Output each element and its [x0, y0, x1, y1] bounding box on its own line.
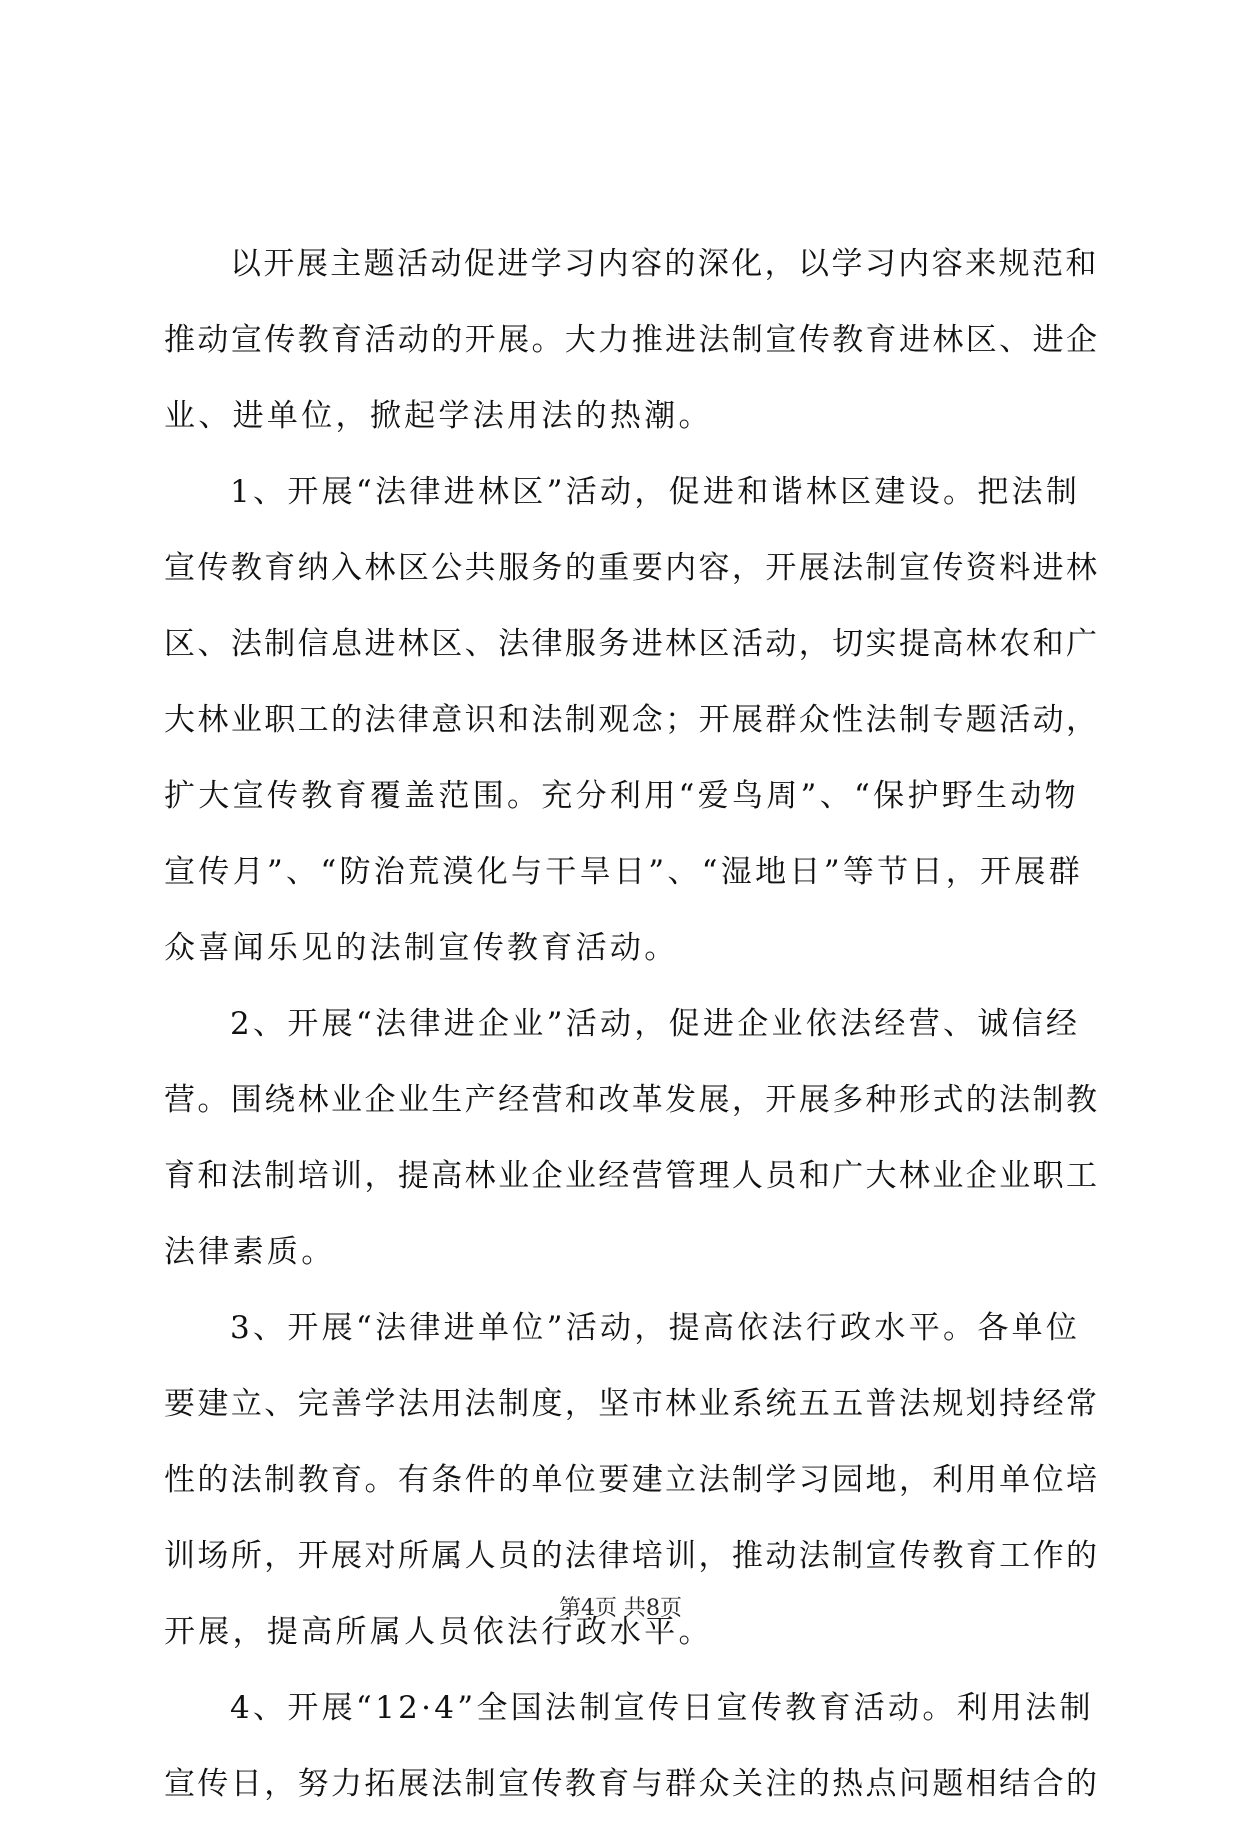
- paragraph-line: 宣传月”、“防治荒漠化与干旱日”、“湿地日”等节日，开展群: [164, 854, 1083, 890]
- paragraph-line: 训场所，开展对所属人员的法律培训，推动法制宣传教育工作的: [164, 1538, 1100, 1574]
- paragraph-line: 业、进单位，掀起学法用法的热潮。: [164, 398, 713, 434]
- paragraph-line: 大林业职工的法律意识和法制观念；开展群众性法制专题活动，: [164, 702, 1100, 738]
- paragraph-line: 以开展主题活动促进学习内容的深化，以学习内容来规范和: [230, 246, 1099, 282]
- paragraph-line: 要建立、完善学法用法制度，坚市林业系统五五普法规划持经常: [164, 1386, 1100, 1422]
- page-footer: 第4页 共8页: [559, 1596, 682, 1621]
- paragraph-line: 宣传教育纳入林区公共服务的重要内容，开展法制宣传资料进林: [164, 550, 1100, 586]
- paragraph-line: 法律素质。: [164, 1234, 336, 1270]
- paragraph-line: 扩大宣传教育覆盖范围。充分利用“爱鸟周”、“保护野生动物: [164, 778, 1079, 814]
- paragraph-line: 1、开展“法律进林区”活动，促进和谐林区建设。把法制: [230, 474, 1081, 510]
- paragraph-line: 性的法制教育。有条件的单位要建立法制学习园地，利用单位培: [164, 1462, 1100, 1498]
- paragraph-line: 推动宣传教育活动的开展。大力推进法制宣传教育进林区、进企: [164, 322, 1100, 358]
- paragraph-line: 众喜闻乐见的法制宣传教育活动。: [164, 930, 679, 966]
- document-body: [164, 226, 1099, 1822]
- paragraph-line: 4、开展“12·4”全国法制宣传日宣传教育活动。利用法制: [230, 1690, 1094, 1726]
- paragraph-line: 开展，提高所属人员依法行政水平。: [164, 1614, 713, 1650]
- paragraph-line: 区、法制信息进林区、法律服务进林区活动，切实提高林农和广: [164, 626, 1100, 662]
- paragraph-line: 宣传日，努力拓展法制宣传教育与群众关注的热点问题相结合的: [164, 1766, 1100, 1802]
- paragraph-line: 3、开展“法律进单位”活动，提高依法行政水平。各单位: [230, 1310, 1081, 1346]
- paragraph-line: 2、开展“法律进企业”活动，促进企业依法经营、诚信经: [230, 1006, 1081, 1042]
- paragraph-line: 营。围绕林业企业生产经营和改革发展，开展多种形式的法制教: [164, 1082, 1100, 1118]
- paragraph-line: 育和法制培训，提高林业企业经营管理人员和广大林业企业职工: [164, 1158, 1100, 1194]
